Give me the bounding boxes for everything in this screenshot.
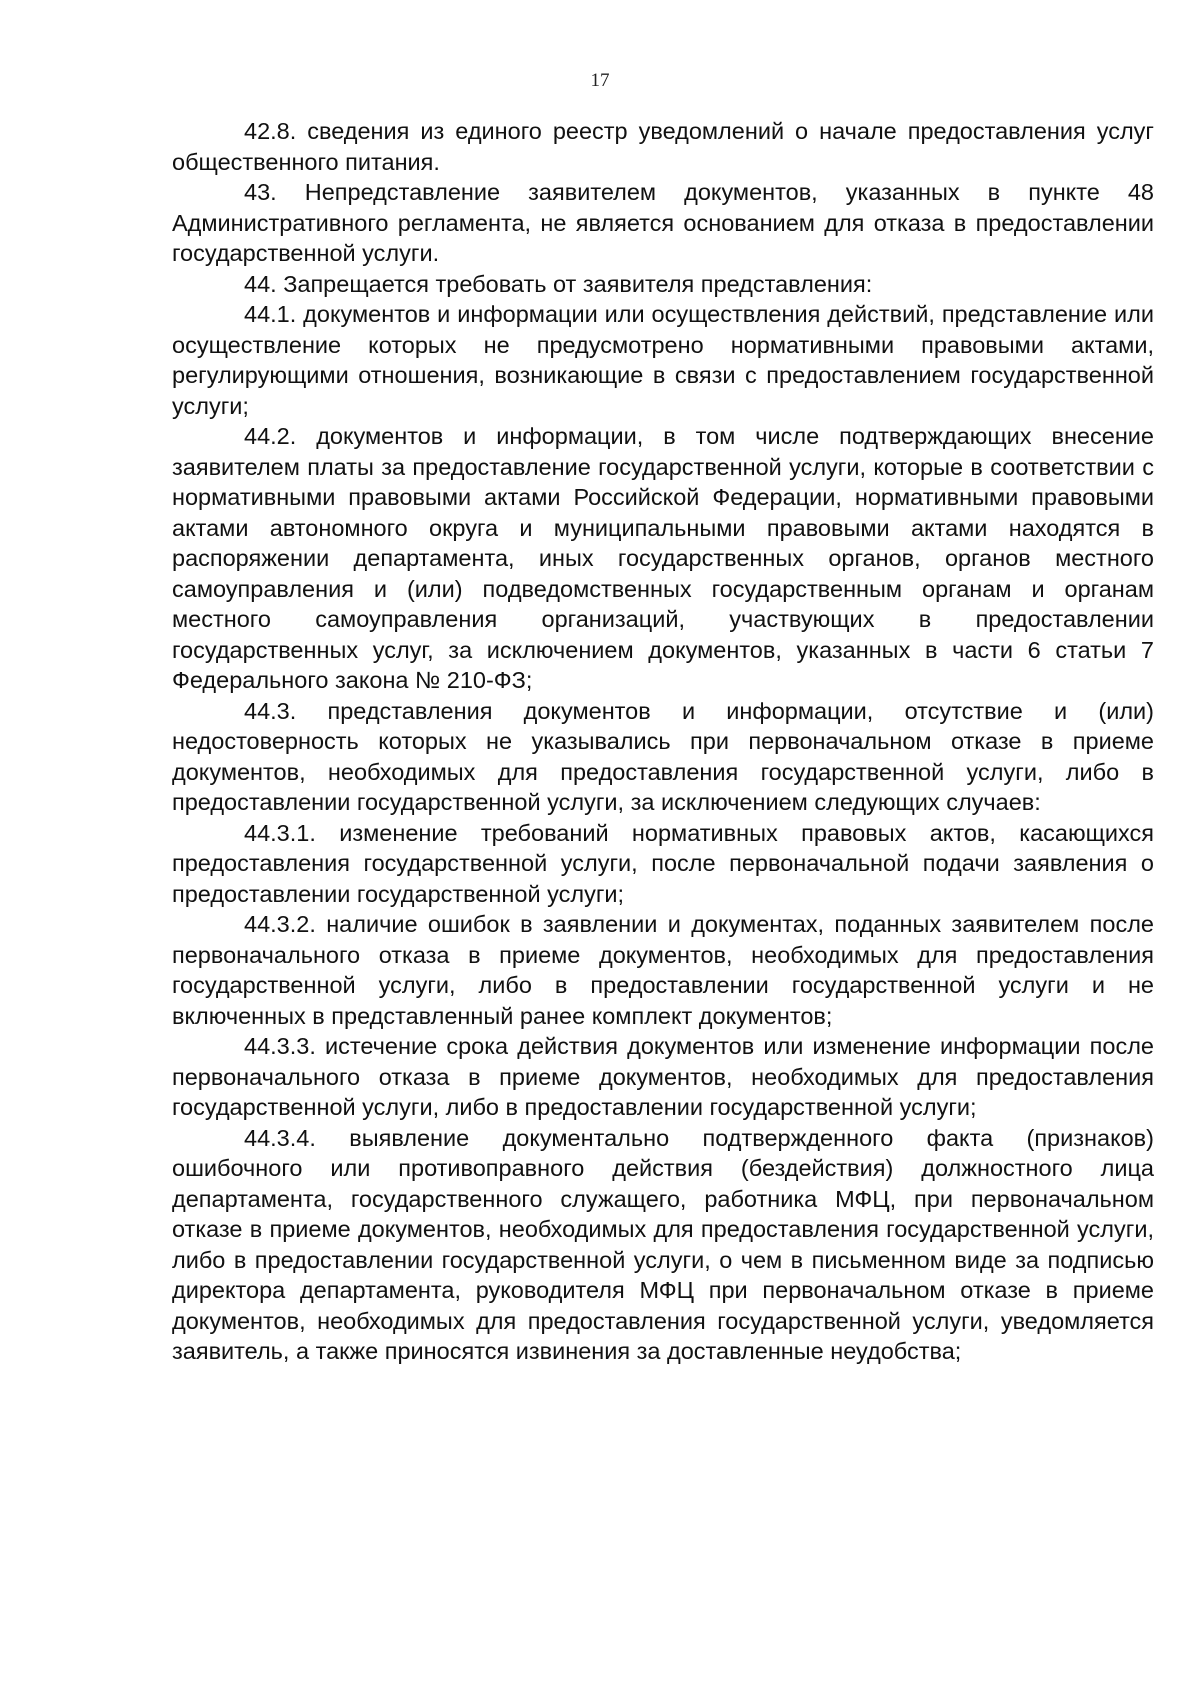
page-number: 17 — [590, 70, 610, 91]
document-body — [172, 116, 1154, 1367]
paragraph-42-8: 42.8. сведения из единого реестр уведомлений о начале предоставления услуг общественного питания. — [172, 118, 1154, 175]
paragraph-44-3: 44.3. представления документов и информации, отсутствие и (или) недостоверность которых не указывались при первоначальном отказе в приеме документов, необходимых для предоставления государственной услуги, либо в предоставлении государственной услуги, за исключением следующих случаев: — [172, 697, 1154, 815]
paragraph-44-1: 44.1. документов и информации или осуществления действий, представление или осуществление которых не предусмотрено нормативными правовыми актами, регулирующими отношения, возникающие в связи с предоставлением государственной услуги; — [172, 301, 1154, 419]
paragraph-44-3-2: 44.3.2. наличие ошибок в заявлении и документах, поданных заявителем после первоначального отказа в приеме документов, необходимых для предоставления государственной услуги, либо в предоставлении государственной услуги и не включенных в представленный ранее комплект документов; — [172, 911, 1154, 1029]
paragraph-44: 44. Запрещается требовать от заявителя представления: — [244, 270, 873, 297]
paragraph-44-3-3: 44.3.3. истечение срока действия документов или изменение информации после первоначального отказа в приеме документов, необходимых для предоставления государственной услуги, либо в предоставлении государственной услуги; — [172, 1033, 1154, 1120]
paragraph-44-2: 44.2. документов и информации, в том числе подтверждающих внесение заявителем платы за предоставление государственной услуги, которые в соответствии с нормативными правовыми актами Российской Федерации, нормативными правовыми актами автономного округа и муниципальными правовыми актами находятся в распоряжении департамента, иных государственных органов, органов местного самоуправления и (или) подведомственных государственным органам и органам местного самоуправления организаций, участвующих в предоставлении государственных услуг, за исключением документов, указанных в части 6 статьи 7 Федерального закона № 210-ФЗ; — [172, 423, 1154, 693]
paragraph-44-3-1: 44.3.1. изменение требований нормативных правовых актов, касающихся предоставления государственной услуги, после первоначальной подачи заявления о предоставлении государственной услуги; — [172, 819, 1154, 907]
paragraph-43: 43. Непредставление заявителем документов, указанных в пункте 48 Административного регламента, не является основанием для отказа в предоставлении государственной услуги. — [172, 179, 1154, 266]
paragraph-44-3-4: 44.3.4. выявление документально подтвержденного факта (признаков) ошибочного или противоправного действия (бездействия) должностного лица департамента, государственного служащего, работника МФЦ, при первоначальном отказе в приеме документов, необходимых для предоставления государственной услуги, либо в предоставлении государственной услуги, о чем в письменном виде за подписью директора департамента, руководителя МФЦ при первоначальном отказе в приеме документов, необходимых для предоставления государственной услуги, уведомляется заявитель, а также приносятся извинения за доставленные неудобства; — [172, 1124, 1154, 1364]
